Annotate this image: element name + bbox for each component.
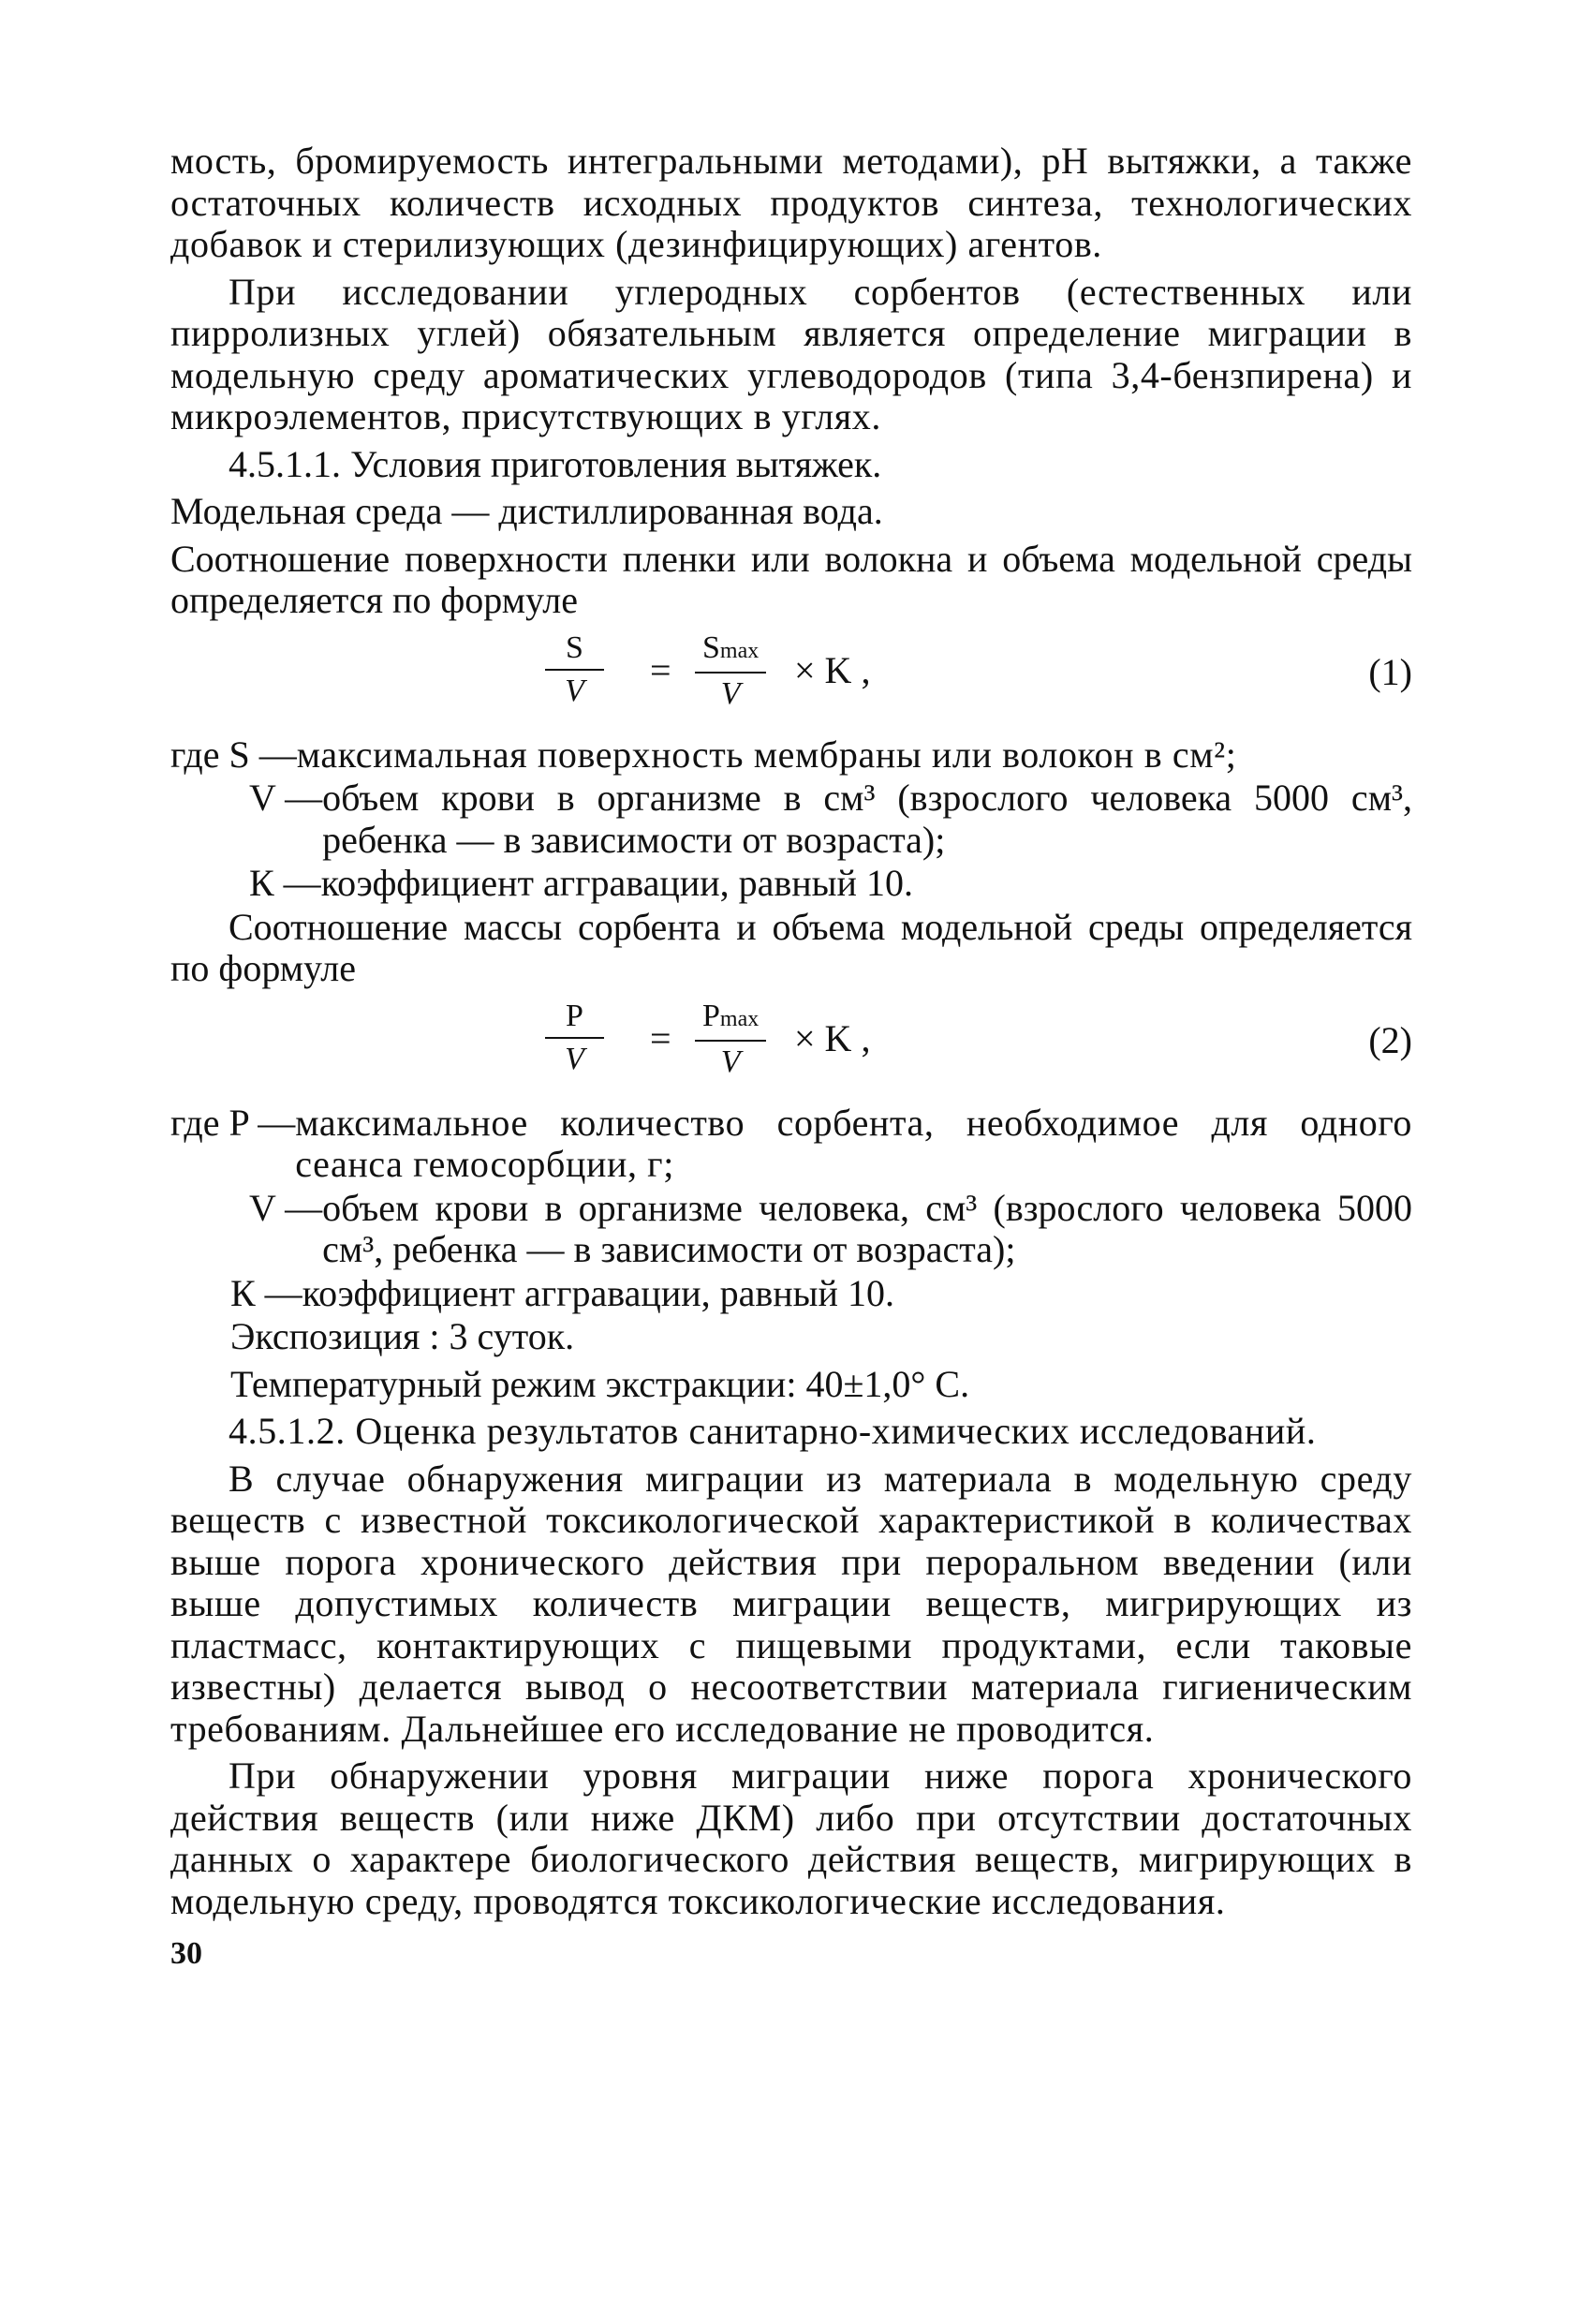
section-heading-4-5-1-1: 4.5.1.1. Условия приготовления вытяжек. [229, 442, 882, 485]
formula-1-left-numerator: S [545, 628, 604, 671]
formula-1-times-k: × K , [794, 648, 871, 691]
document-page [170, 141, 1412, 1976]
formula-2-equals: = [650, 1016, 671, 1059]
formula-2-definitions [170, 1103, 1412, 1315]
formula-1-equals: = [650, 648, 671, 691]
definition-k [170, 863, 1412, 905]
definition-v-2-symbol: V — [249, 1186, 323, 1229]
definition-v-text: объем крови в организме в см³ (взрослого человека 5000 см³, ребенка — в зависимости от возраста); [322, 777, 1412, 861]
definition-v-2-text: объем крови в организме человека, см³ (взрослого человека 5000 см³, ребенка — в зависимости от возраста); [322, 1186, 1412, 1270]
formula-2 [170, 996, 1412, 1095]
definition-s [170, 734, 1412, 777]
definition-k-2-symbol: К — [230, 1271, 302, 1314]
definition-p [170, 1103, 1412, 1186]
formula-2-right-numerator [695, 996, 766, 1042]
definition-v-symbol: V — [249, 777, 323, 819]
formula-2-right-fraction [695, 996, 766, 1083]
definition-k-2-text: коэффициент аггравации, равный 10. [302, 1271, 894, 1314]
paragraph-migration-detected: В случае обнаружения миграции из материала в модельную среду веществ с известной токсикологической характеристикой в количествах выше порога хронического действия при пероральном введении (или выше допустимых количеств миграции веществ, мигрирующих из пластмасс, контактирующих с пищевыми продуктами, если таковые известны) делается вывод о несоответствии материала гигиеническим требованиям. Дальнейшее его исследование не проводится. [170, 1457, 1412, 1750]
formula-1-right-numerator [695, 628, 766, 674]
paragraph-exposure: Экспозиция : 3 суток. [230, 1315, 575, 1357]
formula-2-pmax-main: P [702, 998, 720, 1033]
definition-s-text: максимальная поверхность мембраны или волокон в см²; [296, 733, 1237, 776]
paragraph-model-medium: Модельная среда — дистиллированная вода. [170, 490, 883, 532]
page-number: 30 [170, 1936, 202, 1971]
formula-1 [170, 628, 1412, 727]
formula-2-number: (2) [1368, 1018, 1412, 1061]
paragraph-1: мость, бромируемость интегральными методами), pH вытяжки, а также остаточных количеств исходных продуктов синтеза, технологических добавок и стерилизующих (дезинфицирующих) агентов. [170, 140, 1412, 265]
paragraph-surface-ratio: Соотношение поверхности пленки или волокна и объема модельной среды определяется по формуле [170, 537, 1412, 621]
formula-2-right-denominator: V [720, 1044, 741, 1079]
paragraph-2: При исследовании углеродных сорбентов (естественных или пирролизных углей) обязательным является определение миграции в модельную среду ароматических углеводородов (типа 3,4-бензпирена) и микроэлементов, присутствующих в углях. [170, 270, 1412, 437]
formula-2-times-k: × K , [794, 1016, 871, 1059]
formula-1-left-fraction [545, 628, 604, 712]
formula-2-left-denominator: V [565, 1041, 584, 1076]
definition-k-text: коэффициент аггравации, равный 10. [320, 862, 913, 904]
definition-v-2 [170, 1188, 1412, 1271]
formula-1-right-denominator: V [720, 675, 741, 711]
paragraph-mass-ratio: Соотношение массы сорбента и объема модельной среды определяется по формуле [170, 905, 1412, 989]
definition-p-text: максимальное количество сорбента, необходимое для одного сеанса гемосорбции, г; [295, 1101, 1412, 1185]
paragraph-migration-below: При обнаружении уровня миграции ниже порога хронического действия веществ (или ниже ДКМ) либо при отсутствии достаточных данных о характере биологического действия веществ, мигрирующих в модельную среду, проводятся токсикологические исследования. [170, 1754, 1412, 1922]
formula-1-definitions [170, 734, 1412, 905]
formula-1-smax-main: S [702, 629, 720, 665]
formula-1-left-denominator: V [565, 673, 584, 708]
section-heading-4-5-1-2: 4.5.1.2. Оценка результатов санитарно-химических исследований. [229, 1410, 1317, 1452]
definition-k-2 [170, 1273, 1412, 1315]
formula-1-smax-sub: max [719, 638, 760, 663]
formula-2-left-fraction [545, 996, 604, 1080]
formula-1-number: (1) [1368, 650, 1412, 693]
definition-v [170, 777, 1412, 861]
paragraph-temperature: Температурный режим экстракции: 40±1,0° С. [230, 1362, 970, 1405]
formula-1-right-fraction [695, 628, 766, 715]
definition-k-symbol: К — [249, 862, 321, 904]
definition-s-symbol: где S — [170, 733, 297, 776]
formula-2-pmax-sub: max [719, 1006, 760, 1031]
definition-p-symbol: где P — [170, 1101, 296, 1144]
formula-2-left-numerator: P [545, 996, 604, 1039]
